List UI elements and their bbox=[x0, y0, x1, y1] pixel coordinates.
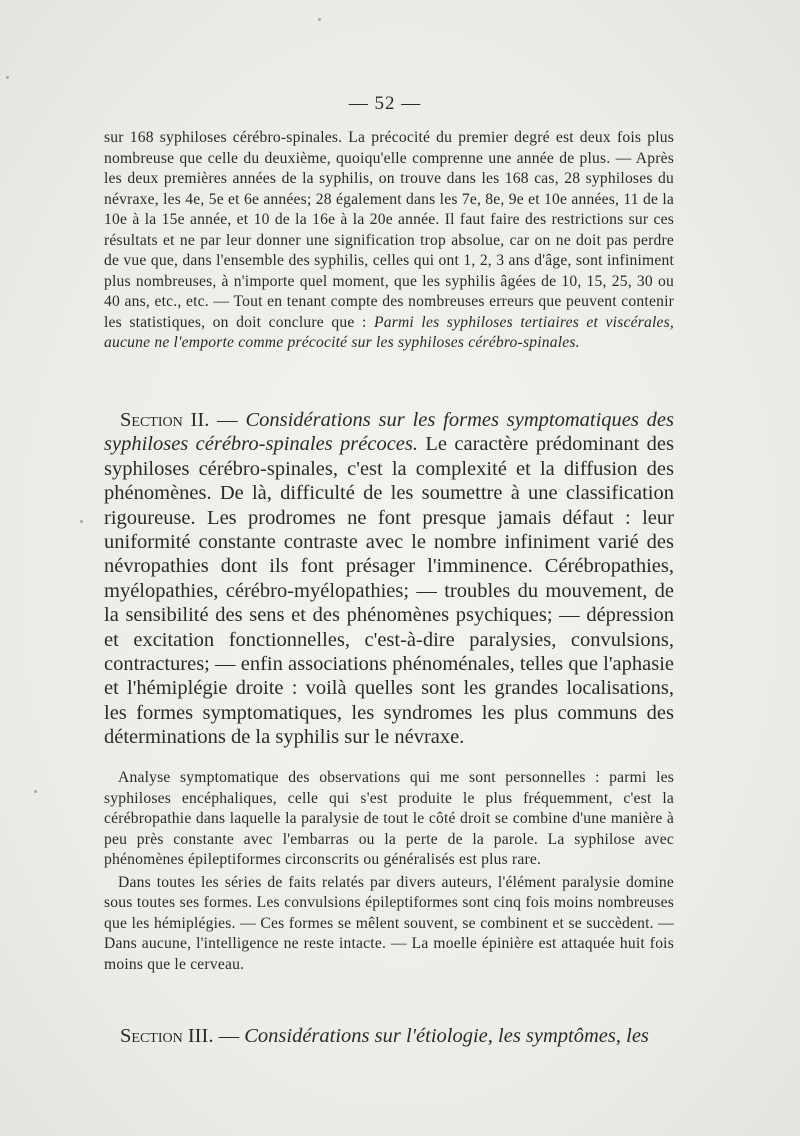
section-2-dash: — bbox=[209, 409, 246, 431]
paper-speck bbox=[34, 790, 37, 793]
intro-text bbox=[104, 128, 674, 354]
section-2-body: Le caractère prédominant des syphiloses cérébro-spinales, c'est la complexité et la diffusion des phénomènes. De là, difficulté de les soumettre à une classification rigoureuse. Les prodromes ne font presque jamais défaut : leur uniformité constante contraste avec le nombre infiniment varié des névropathies dont ils font présager l'imminence. Cérébropathies, myélopathies, cérébro-myélopathies; — troubles du mouvement, de la sensibilité des sens et des phénomènes psychiques; — dépression et excitation fonctionnelles, c'est-à-dire paralysies, convulsions, contractures; — enfin associations phénoménales, telles que l'aphasie et l'hémiplégie droite : voilà quelles sont les grandes localisations, les formes symptomatiques, les syndromes les plus communs des déterminations de la syphilis sur le névraxe. bbox=[104, 433, 674, 749]
section-2 bbox=[104, 408, 674, 750]
intro-body: sur 168 syphiloses cérébro-spinales. La précocité du premier degré est deux fois plus nombreuse que celle du deuxième, quoiqu'elle comprenne une année de plus. — Après les deux premières années de la syphilis, on trouve dans les 168 cas, 28 syphiloses du névraxe, les 4e, 5e et 6e années; 28 également dans les 7e, 8e, 9e et 10e années, 11 de la 10e à la 15e année, et 10 de la 16e à la 20e année. Il faut faire des restrictions sur ces résultats et ne par leur donner une signification trop absolue, car on ne doit pas perdre de vue que, dans l'ensemble des syphilis, celles qui ont 1, 2, 3 ans d'âge, sont infiniment plus nombreuses, à n'importe quel moment, que les syphilis âgées de 10, 15, 25, 30 ou 40 ans, etc., etc. — Tout en tenant compte des nombreuses erreurs que peuvent contenir les statistiques, on doit conclure que : bbox=[104, 129, 674, 331]
paper-speck bbox=[6, 76, 9, 79]
analysis-paragraph-2: Dans toutes les séries de faits relatés par divers auteurs, l'élément paralysie domine sous toutes ses formes. Les convulsions épileptiformes sont cinq fois moins nombreuses que les hémiplégies. — Ces formes se mêlent souvent, se combinent et se succèdent. — Dans aucune, l'intelligence ne reste intacte. — La moelle épinière est attaquée huit fois moins que le cerveau. bbox=[104, 873, 674, 973]
section-3-dash: — bbox=[213, 1025, 245, 1047]
intro-paragraph bbox=[104, 128, 674, 354]
section-2-title: Considérations sur les formes symptomatiques des syphiloses cérébro-spinales précoces. bbox=[104, 409, 675, 456]
section-3-paragraph bbox=[104, 1024, 674, 1048]
page-number: — 52 — bbox=[348, 93, 422, 114]
analysis-block bbox=[104, 768, 674, 975]
intro-conclusion: Parmi les syphiloses tertiaires et viscérales, aucune ne l'emporte comme précocité sur les syphiloses cérébro-spinales. bbox=[104, 313, 675, 351]
section-3 bbox=[104, 1024, 674, 1048]
paper-speck bbox=[80, 520, 83, 523]
section-2-paragraph bbox=[104, 408, 674, 750]
section-3-label: Section III. bbox=[120, 1025, 214, 1047]
section-3-title: Considérations sur l'étiologie, les symptômes, les bbox=[244, 1025, 649, 1047]
section-2-label: Section II. bbox=[120, 409, 210, 431]
analysis-paragraph-1: Analyse symptomatique des observations qui me sont personnelles : parmi les syphiloses encéphaliques, celle qui s'est produite le plus fréquemment, c'est la cérébropathie dans laquelle la paralysie de tout le côté droit se combine d'une manière à peu près constante avec l'embarras ou la perte de la parole. La syphilose avec phénomènes épileptiformes circonscrits ou généralisés est plus rare. bbox=[104, 769, 674, 868]
paper-speck bbox=[318, 18, 321, 21]
